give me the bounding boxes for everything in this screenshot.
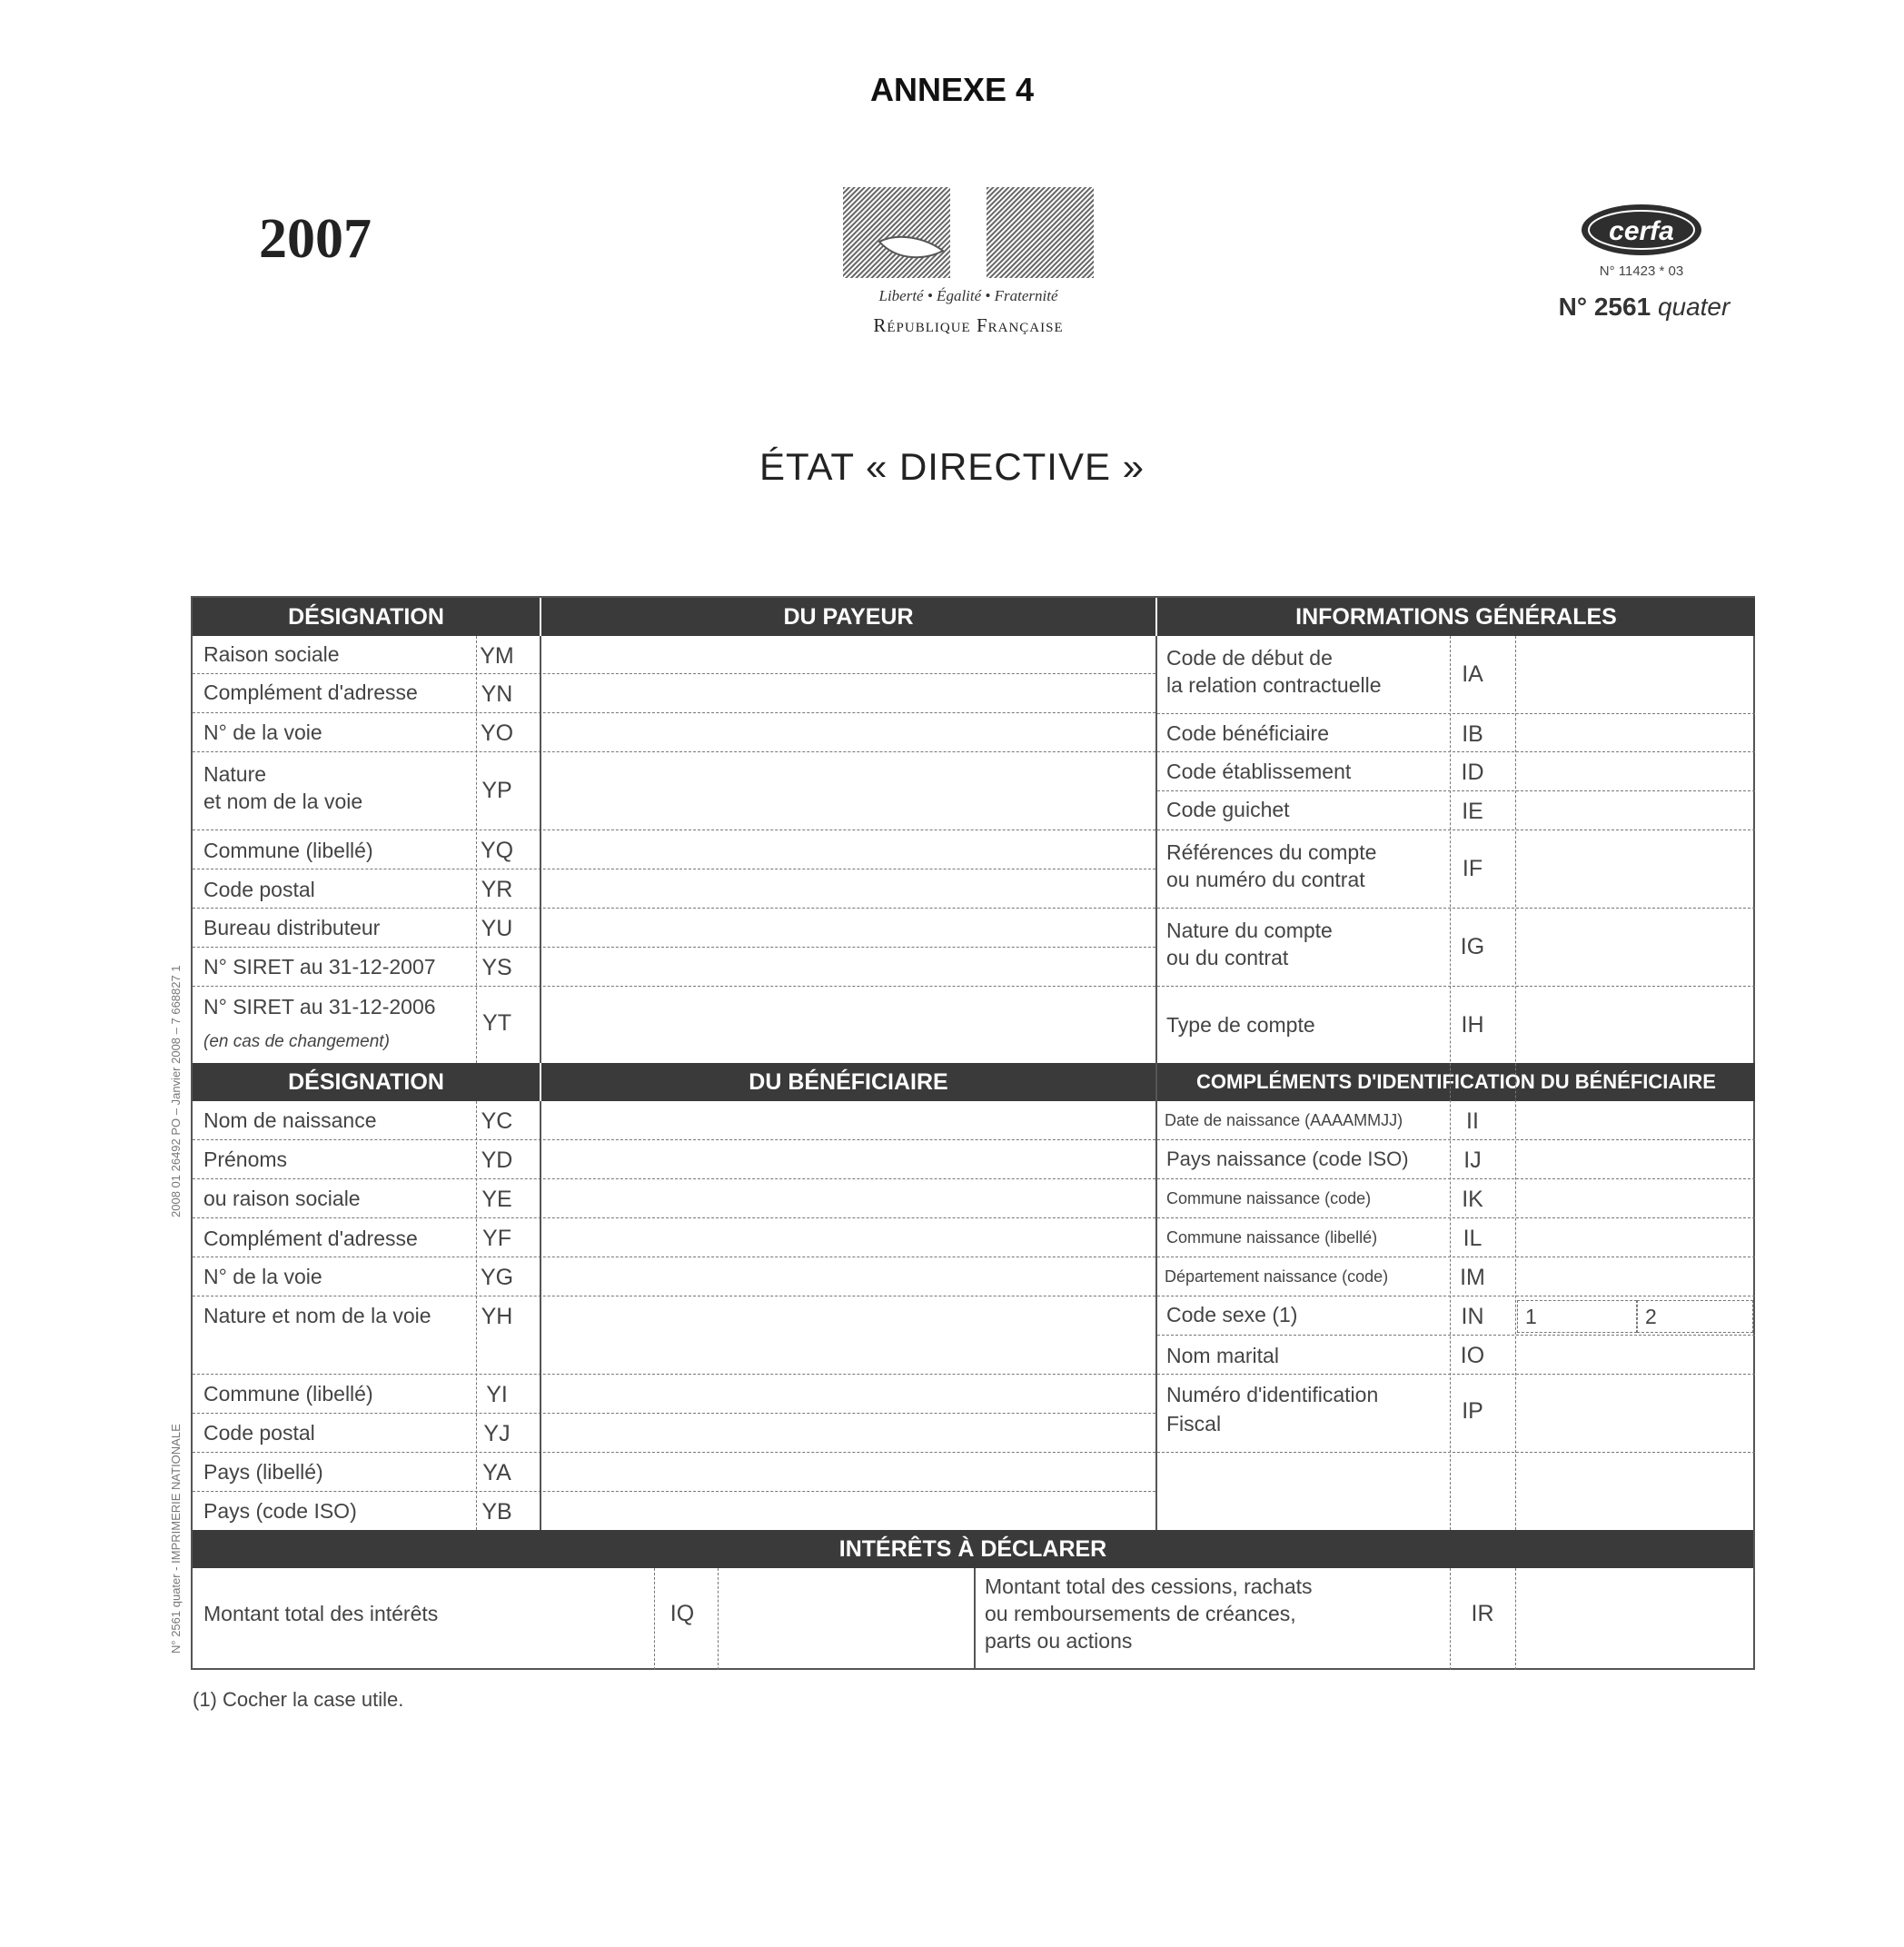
sidebar-print-reference: 2008 01 26492 PO – Janvier 2008 – 7 668827 1 xyxy=(169,965,183,1217)
row-label: Code établissement xyxy=(1166,760,1352,783)
row-code: YN xyxy=(481,681,513,707)
row-label: Complément d'adresse xyxy=(203,680,418,704)
sidebar-print-info xyxy=(164,872,191,1654)
comp-row-departement-naissance[interactable] xyxy=(1157,1257,1755,1296)
row-label: N° SIRET au 31-12-2007 xyxy=(203,955,436,978)
interets-total-label: Montant total des intérêts xyxy=(203,1602,439,1625)
row-label-line2: ou numéro du contrat xyxy=(1166,868,1365,891)
comp-row-commune-naissance-code[interactable] xyxy=(1157,1179,1755,1218)
benef-row-numero-voie[interactable] xyxy=(193,1257,1155,1296)
row-label: Commune (libellé) xyxy=(203,839,373,862)
row-code: YR xyxy=(481,877,513,902)
divider xyxy=(1515,1568,1516,1670)
sexe-option-2-checkbox[interactable] xyxy=(1637,1300,1753,1333)
payeur-row-numero-voie[interactable] xyxy=(193,713,1155,752)
row-code: YS xyxy=(481,955,512,980)
sexe-option-1-label: 1 xyxy=(1525,1305,1537,1328)
row-label: Code sexe (1) xyxy=(1166,1303,1298,1326)
interets-total-code: IQ xyxy=(669,1601,695,1626)
info-row-code-beneficiaire[interactable] xyxy=(1157,714,1755,752)
row-label: Département naissance (code) xyxy=(1165,1267,1389,1286)
row-code: IH xyxy=(1461,1012,1484,1038)
row-label: Bureau distributeur xyxy=(203,916,381,939)
row-label-line2: ou du contrat xyxy=(1166,946,1289,969)
row-code: YF xyxy=(482,1226,511,1251)
sexe-option-1-checkbox[interactable] xyxy=(1517,1300,1637,1333)
band-label: DU BÉNÉFICIAIRE xyxy=(749,1069,948,1095)
row-label: N° de la voie xyxy=(203,720,322,744)
row-code: IN xyxy=(1461,1304,1484,1329)
row-label: Nature xyxy=(203,762,267,786)
divider xyxy=(476,636,477,1063)
row-code: YJ xyxy=(483,1421,511,1446)
row-label-line2: la relation contractuelle xyxy=(1166,673,1382,697)
comp-row-commune-naissance-libelle[interactable] xyxy=(1157,1218,1755,1257)
form-number-suffix: quater xyxy=(1657,293,1730,321)
comp-row-date-naissance[interactable] xyxy=(1157,1101,1755,1140)
row-code: YD xyxy=(481,1147,513,1173)
row-code: IM xyxy=(1460,1265,1485,1290)
row-label: Nom marital xyxy=(1166,1344,1279,1367)
band-label: DU PAYEUR xyxy=(783,604,914,630)
cerfa-logo xyxy=(1579,202,1704,258)
row-label: Commune (libellé) xyxy=(203,1382,373,1406)
row-code: IO xyxy=(1460,1343,1485,1368)
comp-row-numero-fiscal[interactable] xyxy=(1157,1375,1755,1453)
row-label: Code postal xyxy=(203,878,315,901)
interets-total-input[interactable] xyxy=(719,1570,972,1668)
comp-row-nom-marital[interactable] xyxy=(1157,1336,1755,1375)
payeur-row-siret-2007[interactable] xyxy=(193,948,1155,987)
benef-row-code-postal[interactable] xyxy=(193,1414,1155,1453)
row-label: N° de la voie xyxy=(203,1265,322,1288)
row-label: Pays (code ISO) xyxy=(203,1499,357,1523)
row-label: Code de début de xyxy=(1166,646,1333,670)
annex-label: ANNEXE 4 xyxy=(869,71,1035,108)
row-code: IL xyxy=(1463,1226,1483,1251)
divider xyxy=(1450,636,1451,1530)
row-label: Nature du compte xyxy=(1166,919,1333,942)
row-code: IF xyxy=(1462,856,1483,881)
row-code: IE xyxy=(1462,799,1483,824)
divider xyxy=(476,1101,477,1530)
row-label-note: (en cas de changement) xyxy=(203,1032,390,1051)
cessions-label-line3: parts ou actions xyxy=(985,1629,1133,1653)
divider xyxy=(1155,636,1157,1530)
divider xyxy=(540,636,541,1063)
band-du-payeur xyxy=(541,598,1155,636)
benef-row-pays-libelle[interactable] xyxy=(193,1453,1155,1492)
row-code: YH xyxy=(481,1304,513,1329)
cessions-total-input[interactable] xyxy=(1517,1570,1753,1668)
republic-motto: Liberté • Égalité • Fraternité xyxy=(878,287,1058,304)
payeur-row-commune[interactable] xyxy=(193,830,1155,869)
payeur-row-complement-adresse[interactable] xyxy=(193,674,1155,713)
row-label-line2 xyxy=(203,1027,390,1053)
comp-row-code-sexe xyxy=(1157,1296,1755,1336)
info-row-code-etablissement[interactable] xyxy=(1157,752,1755,791)
cerfa-logo-text: cerfa xyxy=(1609,216,1674,246)
band-interets-a-declarer xyxy=(193,1530,1753,1568)
row-label: Commune naissance (code) xyxy=(1166,1189,1372,1207)
cerfa-number: N° 11423 * 03 xyxy=(1599,263,1684,279)
row-code: YU xyxy=(481,916,513,941)
republique-francaise-logo xyxy=(843,187,1094,342)
benef-row-nature-nom-voie[interactable] xyxy=(193,1296,1155,1375)
row-code: IG xyxy=(1460,934,1485,959)
row-label: Pays (libellé) xyxy=(203,1460,323,1484)
row-label: Commune naissance (libellé) xyxy=(1166,1228,1378,1247)
row-code: IP xyxy=(1462,1398,1483,1424)
row-label: Nom de naissance xyxy=(203,1108,377,1132)
benef-row-pays-iso[interactable] xyxy=(193,1492,1155,1530)
info-row-code-debut[interactable] xyxy=(1157,636,1755,714)
band-label: DÉSIGNATION xyxy=(288,604,444,630)
benef-row-prenoms[interactable] xyxy=(193,1140,1155,1179)
info-row-type-compte[interactable] xyxy=(1157,987,1755,1063)
row-label: Code guichet xyxy=(1166,798,1290,821)
benef-row-raison-sociale[interactable] xyxy=(193,1179,1155,1218)
payeur-row-bureau-distributeur[interactable] xyxy=(193,909,1155,948)
payeur-row-nature-nom-voie[interactable] xyxy=(193,752,1155,830)
benef-row-nom-naissance[interactable] xyxy=(193,1101,1155,1140)
row-code: YM xyxy=(480,643,514,669)
band-label: COMPLÉMENTS D'IDENTIFICATION DU BÉNÉFICIAIRE xyxy=(1196,1070,1716,1093)
band-label: INTÉRÊTS À DÉCLARER xyxy=(838,1536,1107,1562)
row-label: Nature et nom de la voie xyxy=(203,1304,431,1327)
sexe-option-2-label: 2 xyxy=(1645,1305,1657,1328)
row-code: YG xyxy=(480,1265,514,1290)
benef-row-commune[interactable] xyxy=(193,1375,1155,1414)
form-number-main: N° 2561 xyxy=(1558,293,1651,321)
band-informations-generales xyxy=(1157,598,1755,636)
page-title: ÉTAT « DIRECTIVE » xyxy=(759,445,1145,488)
row-code: IA xyxy=(1462,661,1483,687)
row-code: YQ xyxy=(480,838,514,863)
row-code: ID xyxy=(1461,760,1484,785)
band-designation-payeur xyxy=(193,598,540,636)
row-code: IJ xyxy=(1463,1147,1482,1173)
marianne-emblem-icon xyxy=(843,187,1094,285)
row-label: Code postal xyxy=(203,1421,315,1445)
comp-row-blank xyxy=(1157,1453,1755,1530)
row-code: YC xyxy=(481,1108,513,1134)
row-label: Complément d'adresse xyxy=(203,1227,418,1250)
row-label: Références du compte xyxy=(1166,840,1377,864)
row-code: YE xyxy=(481,1187,512,1212)
divider xyxy=(1450,1568,1451,1670)
row-label-line2: Fiscal xyxy=(1166,1412,1222,1435)
divider xyxy=(974,1568,976,1670)
payeur-row-code-postal[interactable] xyxy=(193,869,1155,909)
row-label: Date de naissance (AAAAMMJJ) xyxy=(1165,1111,1403,1129)
info-row-code-guichet[interactable] xyxy=(1157,791,1755,830)
band-label: INFORMATIONS GÉNÉRALES xyxy=(1295,604,1617,630)
band-complements-identification xyxy=(1157,1063,1755,1101)
directive-form xyxy=(191,596,1755,1670)
row-label: Pays naissance (code ISO) xyxy=(1166,1147,1409,1170)
row-label: N° SIRET au 31-12-2006 xyxy=(203,995,436,1018)
divider xyxy=(1515,636,1516,1530)
row-code: YB xyxy=(481,1499,512,1525)
row-code: II xyxy=(1466,1108,1479,1134)
form-number xyxy=(1535,293,1753,322)
divider xyxy=(654,1568,655,1670)
row-label: Numéro d'identification xyxy=(1166,1383,1379,1406)
info-row-references-compte[interactable] xyxy=(1157,830,1755,909)
row-label: Code bénéficiaire xyxy=(1166,721,1330,745)
republic-name: République Française xyxy=(873,314,1064,336)
row-code: YP xyxy=(481,778,512,803)
cessions-code: IR xyxy=(1471,1601,1494,1626)
row-label-line2: et nom de la voie xyxy=(203,790,363,813)
row-code: YT xyxy=(482,1010,511,1036)
band-du-beneficiaire xyxy=(541,1063,1155,1101)
band-label: DÉSIGNATION xyxy=(288,1069,444,1095)
divider xyxy=(540,1101,541,1530)
footnote: (1) Cocher la case utile. xyxy=(193,1688,404,1711)
form-year: 2007 xyxy=(259,208,372,270)
row-label: Type de compte xyxy=(1166,1013,1315,1037)
divider xyxy=(718,1568,719,1670)
sidebar-printer: N° 2561 quater - IMPRIMERIE NATIONALE xyxy=(169,1424,183,1654)
row-code: YO xyxy=(480,720,514,746)
payeur-row-siret-2006[interactable] xyxy=(193,987,1155,1063)
info-row-nature-compte[interactable] xyxy=(1157,909,1755,987)
row-code: IK xyxy=(1462,1187,1483,1212)
row-label: Prénoms xyxy=(203,1147,288,1171)
row-code: IB xyxy=(1462,721,1483,747)
comp-row-pays-naissance[interactable] xyxy=(1157,1140,1755,1179)
benef-row-complement-adresse[interactable] xyxy=(193,1218,1155,1257)
band-designation-beneficiaire xyxy=(193,1063,540,1101)
row-label: Raison sociale xyxy=(203,642,340,666)
row-code: YA xyxy=(482,1460,511,1485)
cessions-label-line2: ou remboursements de créances, xyxy=(985,1602,1296,1625)
payeur-row-raison-sociale[interactable] xyxy=(193,636,1155,674)
row-code: YI xyxy=(486,1382,508,1407)
row-label: ou raison sociale xyxy=(203,1187,361,1210)
cessions-label-line1: Montant total des cessions, rachats xyxy=(985,1574,1313,1598)
